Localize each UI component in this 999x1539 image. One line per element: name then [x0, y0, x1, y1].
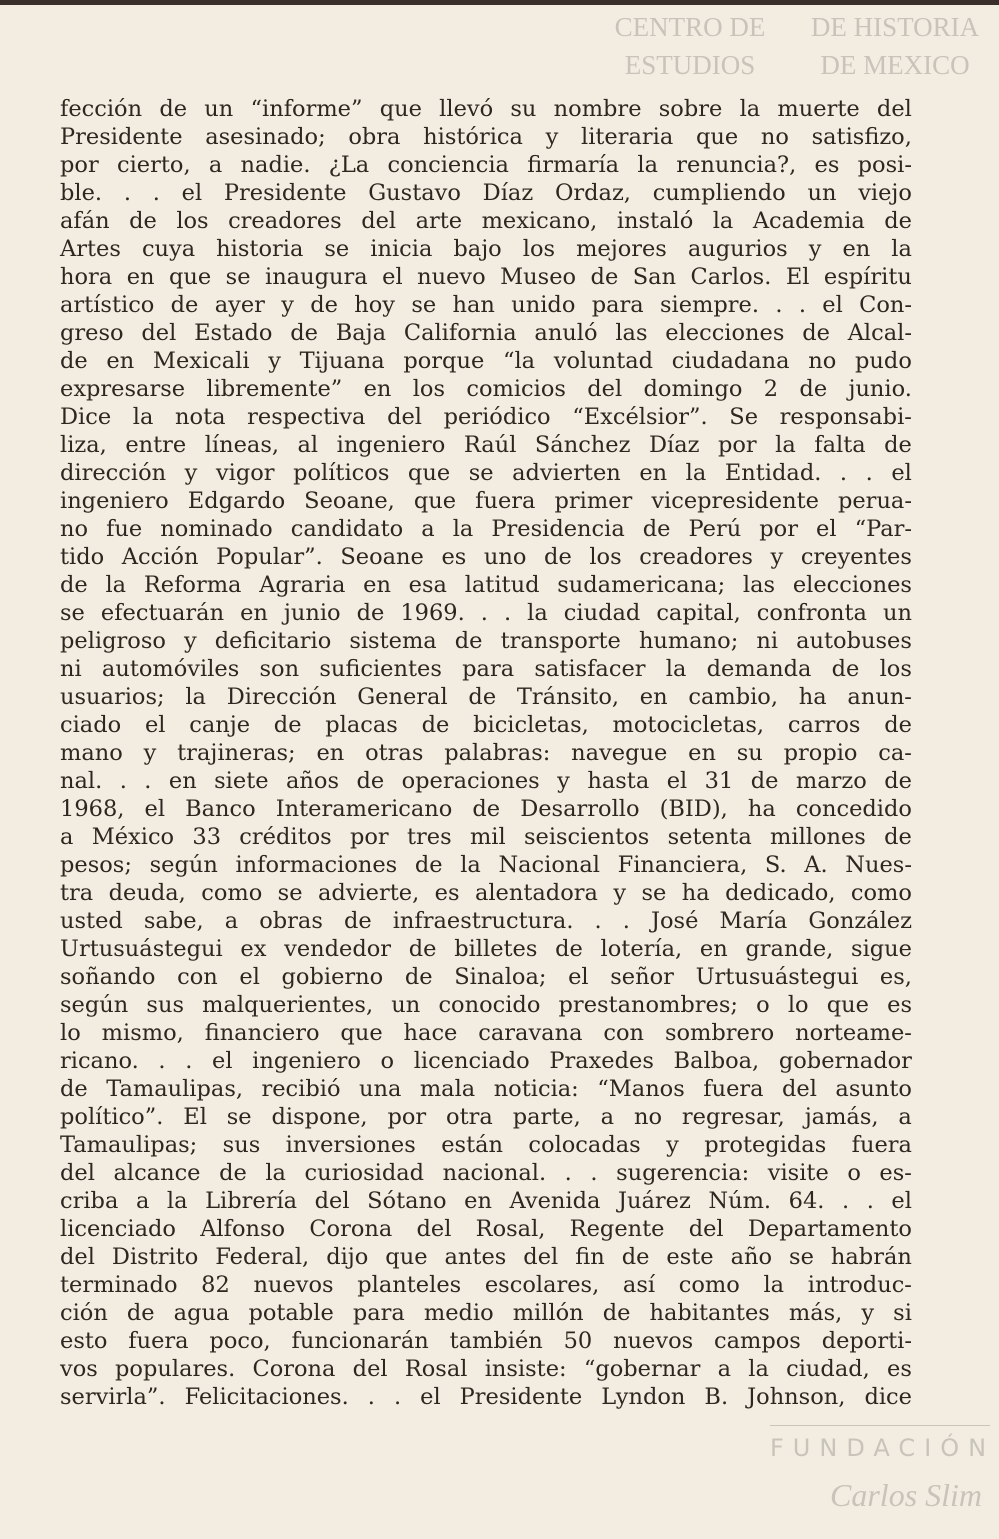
text-line: nal. . . en siete años de operaciones y hasta el 31 de marzo de: [60, 768, 912, 794]
text-line: pesos; según informaciones de la Nacional Financiera, S. A. Nues-: [60, 852, 912, 878]
watermark-line: CENTRO DE: [614, 12, 766, 42]
text-line: artístico de ayer y de hoy se han unido para siempre. . . el Con-: [60, 292, 912, 318]
text-line: Tamaulipas; sus inversiones están colocadas y protegidas fuera: [60, 1132, 912, 1158]
text-line: político”. El se dispone, por otra parte, a no regresar, jamás, a: [60, 1104, 912, 1130]
text-line: hora en que se inaugura el nuevo Museo de San Carlos. El espíritu: [60, 264, 912, 290]
text-line: terminado 82 nuevos planteles escolares, así como la introduc-: [60, 1272, 912, 1298]
text-line: ble. . . el Presidente Gustavo Díaz Ordaz, cumpliendo un viejo: [60, 180, 912, 206]
body-text: [60, 95, 912, 1411]
text-line: usuarios; la Dirección General de Tránsito, en cambio, ha anun-: [60, 684, 912, 710]
text-line: ricano. . . el ingeniero o licenciado Praxedes Balboa, gobernador: [60, 1048, 912, 1074]
text-line: según sus malquerientes, un conocido prestanombres; o lo que es: [60, 992, 912, 1018]
text-line: Artes cuya historia se inicia bajo los mejores augurios y en la: [60, 236, 912, 262]
watermark-line: ESTUDIOS: [624, 50, 756, 80]
text-line: ingeniero Edgardo Seoane, que fuera primer vicepresidente perua-: [60, 488, 912, 514]
watermark-foundation: FUNDACIÓN: [770, 1434, 996, 1462]
text-line: ni automóviles son suficientes para satisfacer la demanda de los: [60, 656, 912, 682]
text-line: de Tamaulipas, recibió una mala noticia: “Manos fuera del asunto: [60, 1076, 912, 1102]
watermark-line: DE HISTORIA: [810, 12, 980, 42]
text-line: esto fuera poco, funcionarán también 50 nuevos campos deporti-: [60, 1328, 912, 1354]
text-line: criba a la Librería del Sótano en Avenida Juárez Núm. 64. . . el: [60, 1188, 912, 1214]
text-line: fección de un “informe” que llevó su nombre sobre la muerte del: [60, 96, 912, 122]
text-line: liza, entre líneas, al ingeniero Raúl Sánchez Díaz por la falta de: [60, 432, 912, 458]
text-line: Presidente asesinado; obra histórica y literaria que no satisfizo,: [60, 124, 912, 150]
text-line: Urtusuástegui ex vendedor de billetes de lotería, en grande, sigue: [60, 936, 912, 962]
text-line: ciado el canje de placas de bicicletas, motocicletas, carros de: [60, 712, 912, 738]
text-line: tra deuda, como se advierte, es alentadora y se ha dedicado, como: [60, 880, 912, 906]
watermark-signature: Carlos Slim: [830, 1477, 983, 1513]
text-line: del Distrito Federal, dijo que antes del fin de este año se habrán: [60, 1244, 912, 1270]
text-line: 1968, el Banco Interamericano de Desarrollo (BID), ha concedido: [60, 796, 912, 822]
text-line: afán de los creadores del arte mexicano, instaló la Academia de: [60, 208, 912, 234]
text-line: por cierto, a nadie. ¿La conciencia firmaría la renuncia?, es posi-: [60, 152, 912, 178]
watermark-top-left: [600, 8, 780, 84]
text-line: expresarse libremente” en los comicios del domingo 2 de junio.: [60, 376, 912, 402]
text-line: dirección y vigor políticos que se advierten en la Entidad. . . el: [60, 460, 912, 486]
watermark-top-right: [800, 8, 990, 84]
watermark-line: DE MEXICO: [820, 50, 970, 80]
text-line: no fue nominado candidato a la Presidencia de Perú por el “Par-: [60, 516, 912, 542]
text-line: peligroso y deficitario sistema de transporte humano; ni autobuses: [60, 628, 912, 654]
text-line: del alcance de la curiosidad nacional. . . sugerencia: visite o es-: [60, 1160, 912, 1186]
watermark-rule: [770, 1425, 990, 1426]
text-line: soñando con el gobierno de Sinaloa; el señor Urtusuástegui es,: [60, 964, 912, 990]
text-line: vos populares. Corona del Rosal insiste: “gobernar a la ciudad, es: [60, 1356, 912, 1382]
text-line: mano y trajineras; en otras palabras: navegue en su propio ca-: [60, 740, 912, 766]
text-line: greso del Estado de Baja California anuló las elecciones de Alcal-: [60, 320, 912, 346]
scan-top-edge: [0, 0, 999, 5]
watermark-bottom: [770, 1425, 996, 1535]
text-line: de en Mexicali y Tijuana porque “la voluntad ciudadana no pudo: [60, 348, 912, 374]
text-line: ción de agua potable para medio millón de habitantes más, y si: [60, 1300, 912, 1326]
text-line: licenciado Alfonso Corona del Rosal, Regente del Departamento: [60, 1216, 912, 1242]
text-line: se efectuarán en junio de 1969. . . la ciudad capital, confronta un: [60, 600, 912, 626]
text-line: a México 33 créditos por tres mil seiscientos setenta millones de: [60, 824, 912, 850]
text-line: lo mismo, financiero que hace caravana con sombrero norteame-: [60, 1020, 912, 1046]
text-line: tido Acción Popular”. Seoane es uno de los creadores y creyentes: [60, 544, 912, 570]
text-line: servirla”. Felicitaciones. . . el Presidente Lyndon B. Johnson, dice: [60, 1384, 912, 1410]
text-line: Dice la nota respectiva del periódico “Excélsior”. Se responsabi-: [60, 404, 912, 430]
text-line: usted sabe, a obras de infraestructura. . . José María González: [60, 908, 912, 934]
text-line: de la Reforma Agraria en esa latitud sudamericana; las elecciones: [60, 572, 912, 598]
